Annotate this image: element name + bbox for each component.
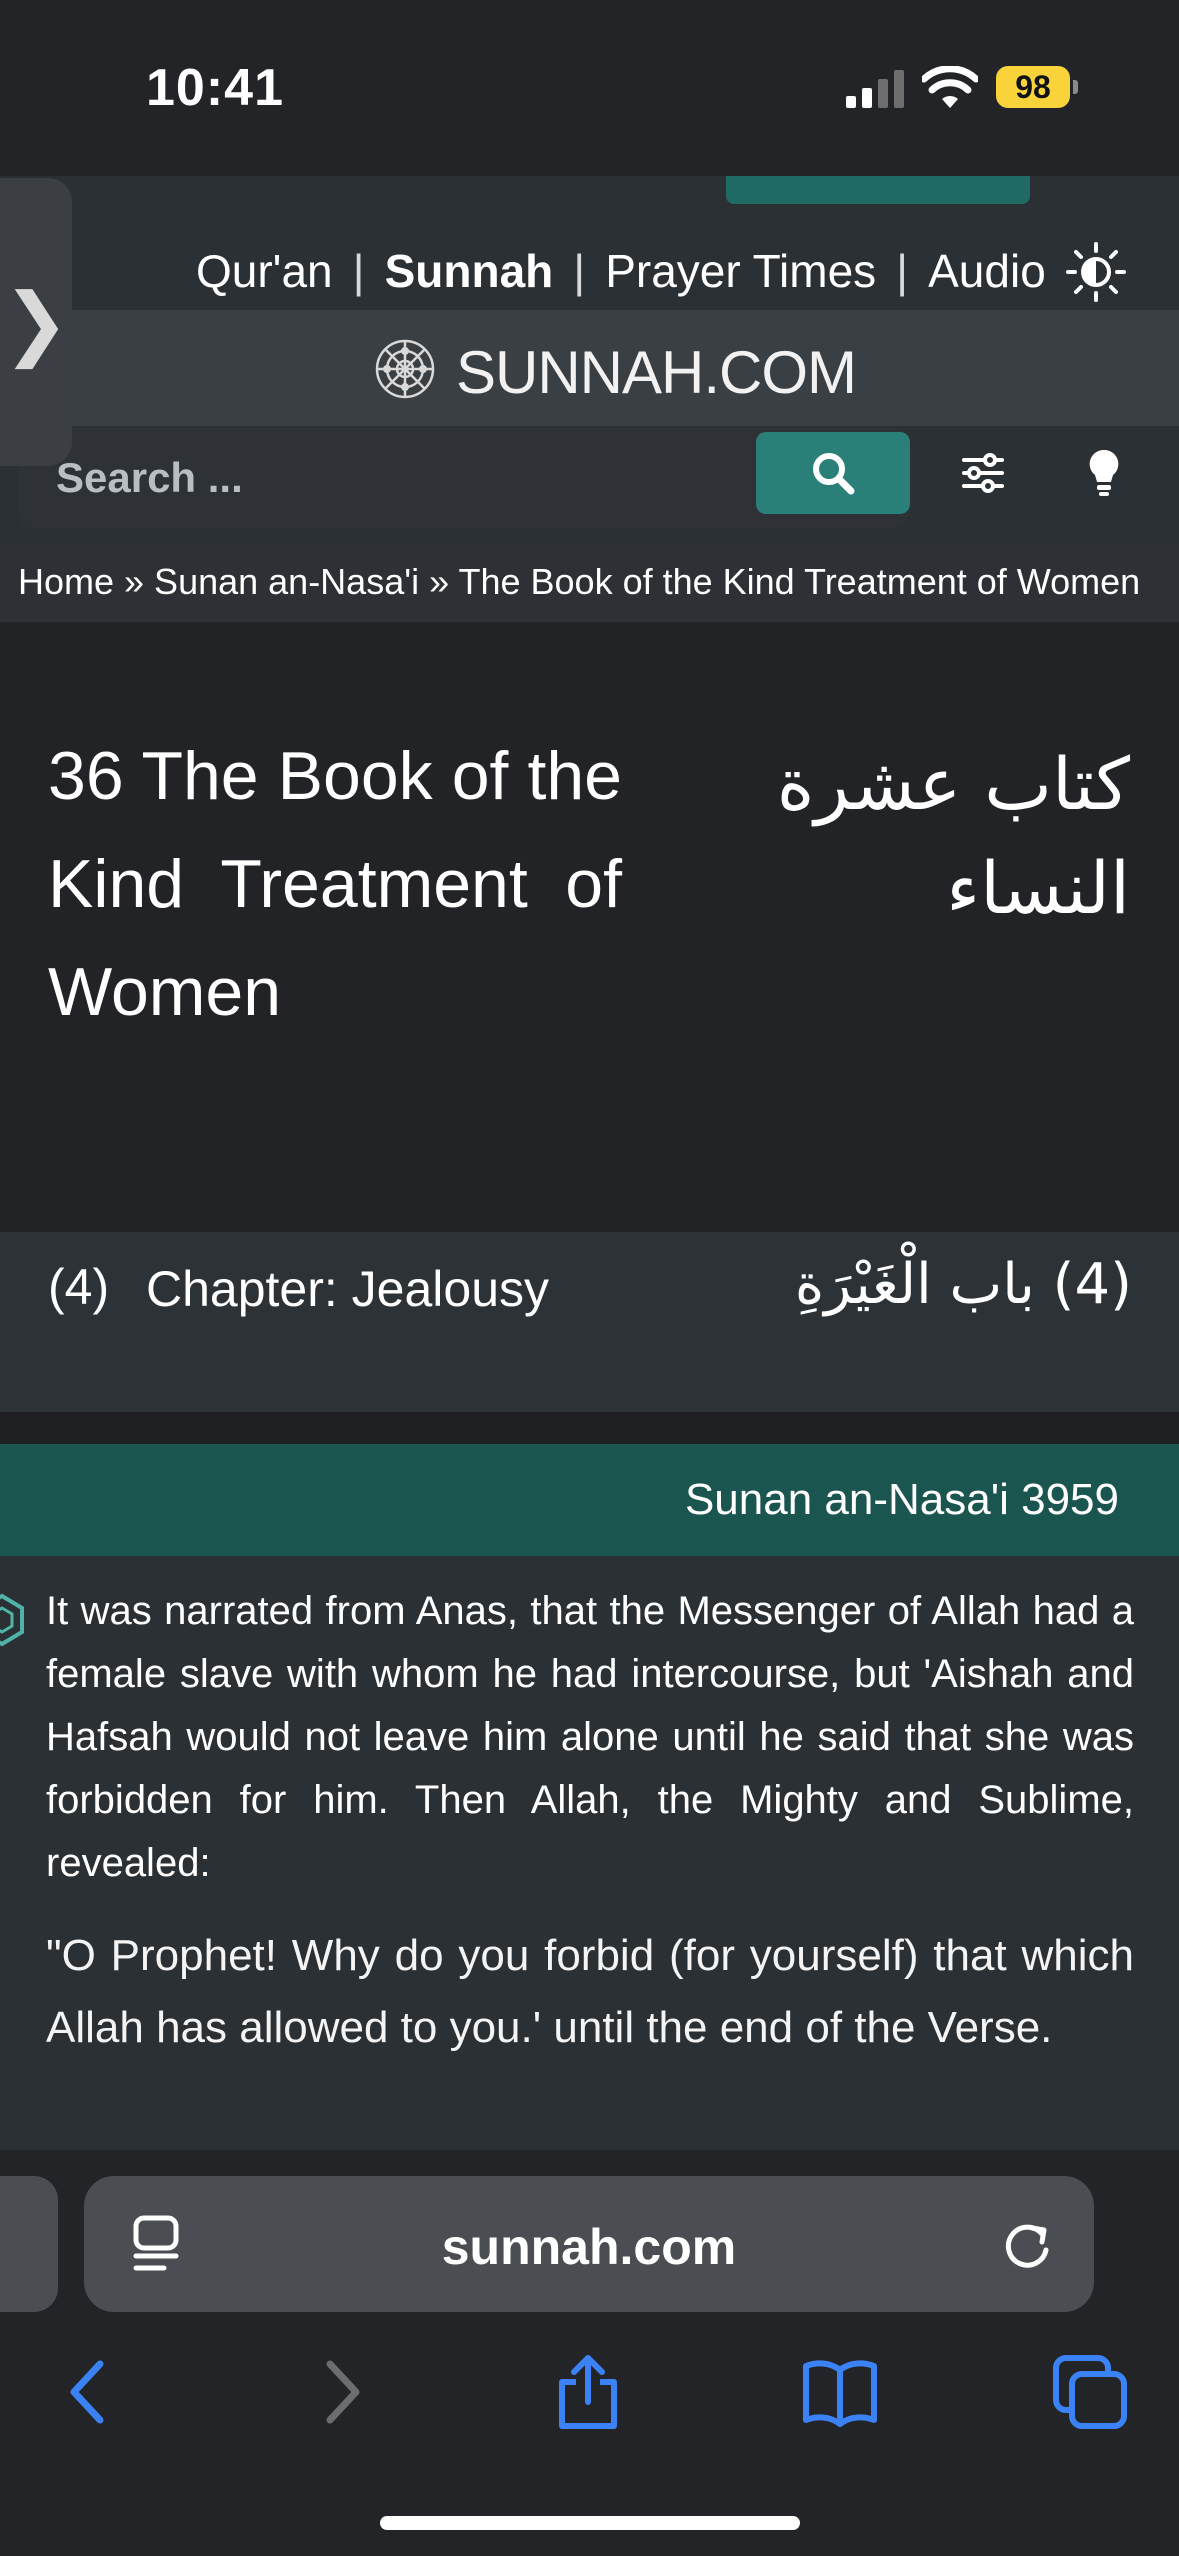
- previous-tab-preview[interactable]: [0, 2176, 58, 2312]
- search-button[interactable]: [756, 432, 910, 514]
- site-logo-text[interactable]: SUNNAH.COM: [456, 339, 857, 406]
- nav-separator: |: [896, 245, 909, 297]
- side-menu-toggle[interactable]: [0, 178, 72, 466]
- book-title: 36 The Book of the Kind Treatment of Women: [48, 738, 622, 1030]
- status-time: 10:41: [146, 59, 284, 117]
- tabs-icon[interactable]: [1050, 2352, 1130, 2432]
- back-icon[interactable]: [48, 2352, 128, 2432]
- forward-icon[interactable]: [302, 2352, 382, 2432]
- nav-separator: |: [352, 245, 365, 297]
- hadith-narration-text: It was narrated from Anas, that the Messenger of Allah had a female slave with whom he had intercourse, but 'Aishah and Hafsah would not leave him alone until he said that she was forbidden for him. Then Allah, the Mighty and Sublime, revealed:: [46, 1589, 1134, 1885]
- breadcrumb[interactable]: Home » Sunan an-Nasa'i » The Book of the Kind Treatment of Women: [0, 542, 1179, 622]
- chevron-right-icon: ❯: [2, 277, 70, 367]
- theme-toggle-icon[interactable]: [1066, 242, 1126, 302]
- nav-quran[interactable]: Qur'an: [196, 245, 333, 297]
- book-title-arabic: كتاب عشرة النساء: [776, 742, 1130, 930]
- search-icon: [808, 448, 858, 498]
- chapter-title-arabic: (4) باب الْغَيْرَةِ: [794, 1252, 1132, 1317]
- hadith-verse-text: "O Prophet! Why do you forbid (for yourself) that which Allah has allowed to you.' until the end of the Verse.: [46, 1931, 1134, 2052]
- chapter-number: (4): [48, 1259, 110, 1315]
- chapter-title: Chapter: Jealousy: [146, 1261, 550, 1317]
- main-nav: [196, 236, 1046, 306]
- bookmarks-icon[interactable]: [800, 2352, 880, 2432]
- share-icon[interactable]: [548, 2352, 628, 2432]
- nav-audio[interactable]: Audio: [928, 245, 1046, 297]
- scrolled-button-fragment[interactable]: [726, 176, 1030, 204]
- url-text[interactable]: sunnah.com: [441, 2219, 737, 2275]
- lightbulb-icon[interactable]: [1082, 446, 1126, 498]
- hadith-menu-icon[interactable]: [0, 1592, 26, 1648]
- nav-sunnah[interactable]: Sunnah: [384, 245, 554, 297]
- wifi-icon: [922, 66, 978, 110]
- search-options-icon[interactable]: [958, 448, 1008, 498]
- hadith-reference[interactable]: Sunan an-Nasa'i 3959: [0, 1444, 1179, 1556]
- battery-icon: [996, 66, 1080, 108]
- cellular-signal-icon: [846, 70, 906, 108]
- nav-separator: |: [573, 245, 586, 297]
- battery-level: 98: [996, 66, 1070, 108]
- section-divider: [0, 1412, 1179, 1446]
- nav-prayer-times[interactable]: Prayer Times: [605, 245, 877, 297]
- logo-ornament-icon[interactable]: [374, 338, 436, 400]
- home-indicator[interactable]: [380, 2516, 800, 2530]
- reload-icon[interactable]: [998, 2216, 1056, 2274]
